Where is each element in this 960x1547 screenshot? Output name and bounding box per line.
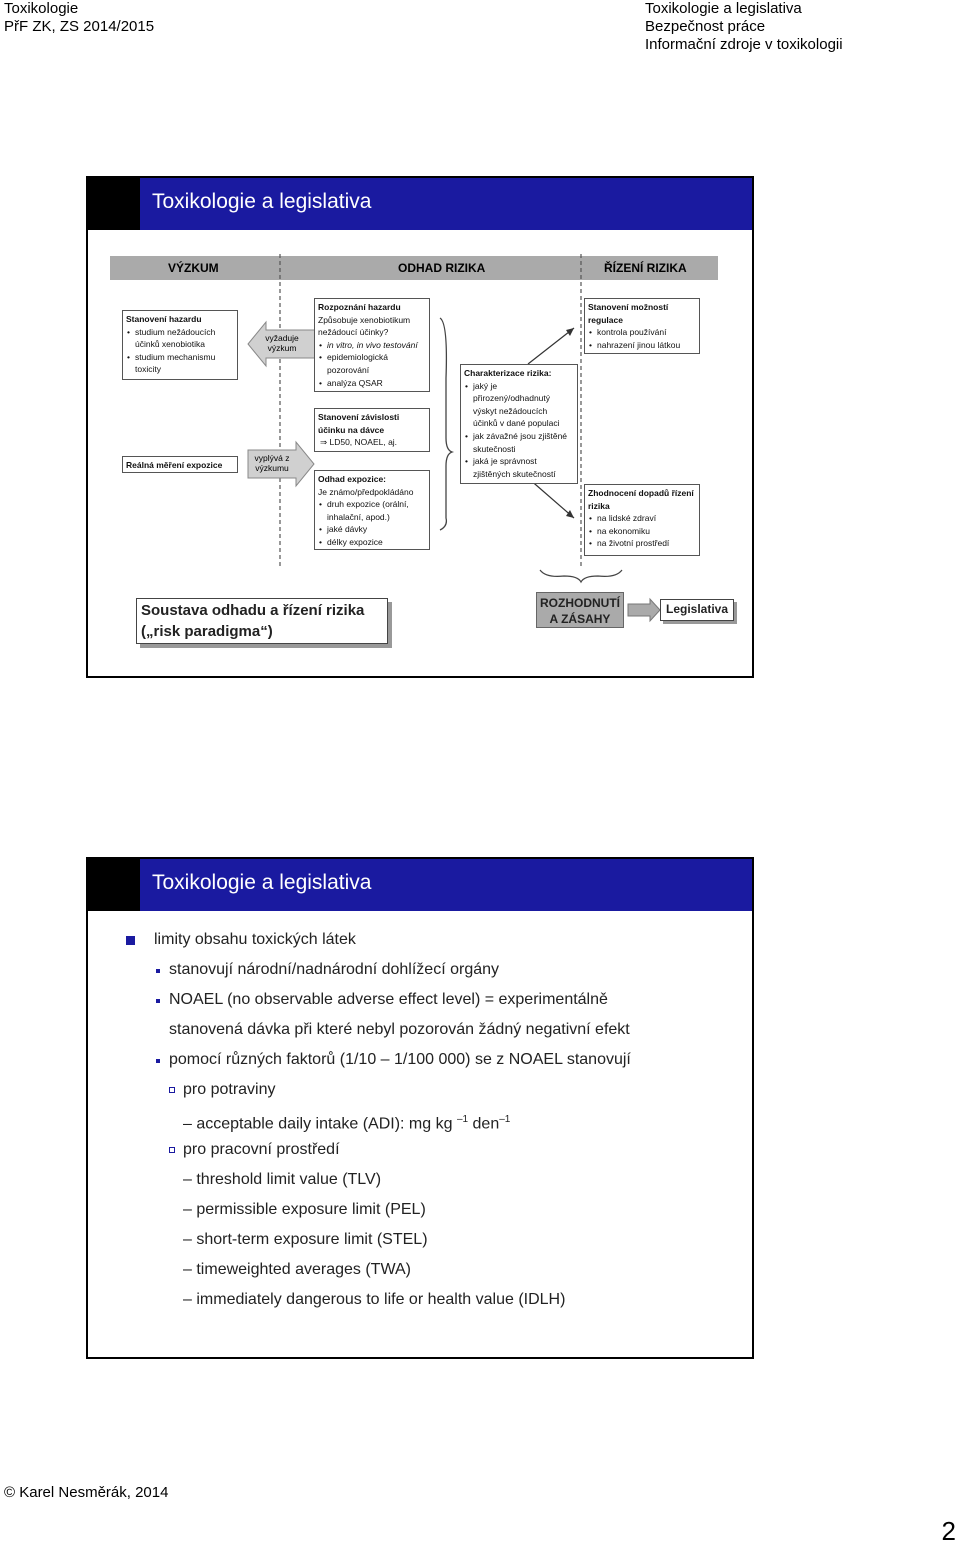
rozpoznani-item: • in vitro, in vivo testování bbox=[327, 339, 426, 352]
rozpoznani-title: Rozpoznání hazardu bbox=[318, 302, 401, 312]
bullet-l4 bbox=[183, 1110, 510, 1134]
bullet-text: NOAEL (no observable adverse effect level) = experimentálně bbox=[169, 991, 608, 1008]
square-bullet-icon bbox=[126, 936, 135, 945]
bullet-text: short-term exposure limit (STEL) bbox=[196, 1231, 428, 1248]
hazard-item: • studium nežádoucích účinků xenobiotika bbox=[135, 326, 234, 351]
slide-2 bbox=[86, 857, 754, 1359]
slide-2-title: Toxikologie a legislativa bbox=[152, 871, 372, 894]
bullet-text: threshold limit value (TLV) bbox=[196, 1171, 382, 1188]
hollow-square-bullet-icon bbox=[169, 1147, 175, 1153]
moznosti-item: • nahrazení jinou látkou bbox=[597, 339, 696, 352]
box-stanoveni-hazardu bbox=[122, 310, 238, 380]
risk-diagram bbox=[88, 178, 752, 676]
bullet-l2 bbox=[169, 1050, 631, 1070]
bullet-l2 bbox=[169, 990, 608, 1010]
bullet-text: pro pracovní prostředí bbox=[183, 1141, 340, 1158]
box-odhad-expozice bbox=[314, 470, 430, 550]
slide-1-title: Toxikologie a legislativa bbox=[152, 190, 372, 213]
dash-bullet: – bbox=[183, 1231, 192, 1248]
dopady-title: Zhodnocení dopadů řízení rizika bbox=[588, 488, 694, 511]
bullet-text: stanovují národní/nadnárodní dohlížecí orgány bbox=[169, 961, 500, 978]
header-right bbox=[645, 0, 843, 54]
topic-2: Bezpečnost práce bbox=[645, 18, 766, 35]
bullet-l2 bbox=[169, 960, 499, 980]
expozice-title: Odhad expozice: bbox=[318, 474, 387, 484]
bullet-text: limity obsahu toxických látek bbox=[154, 931, 356, 948]
zavislost-item: LD50, NOAEL, aj. bbox=[329, 437, 398, 448]
rozpoznani-item: • epidemiologická pozorování bbox=[327, 351, 426, 376]
dash-bullet: – bbox=[183, 1115, 192, 1133]
rozhodnuti-line: ROZHODNUTÍ bbox=[540, 596, 620, 610]
bullet-text: stanovená dávka při které nebyl pozorován žádný negativní efekt bbox=[169, 1021, 630, 1038]
soustava-caption bbox=[136, 598, 388, 644]
dopady-item: • na lidské zdraví bbox=[597, 512, 696, 525]
bullet-l4 bbox=[183, 1230, 428, 1250]
bullet-l3 bbox=[183, 1080, 276, 1100]
expozice-item: • druh expozice (orální, inhalační, apod.) bbox=[327, 498, 426, 523]
page-number: 2 bbox=[941, 1516, 956, 1546]
moznosti-title: Stanovení možností regulace bbox=[588, 302, 669, 325]
arrow-vyplyva: vyplývá z výzkumu bbox=[254, 453, 290, 473]
superscript: –1 bbox=[456, 1114, 469, 1125]
superscript: –1 bbox=[499, 1114, 511, 1125]
box-charakterizace bbox=[460, 364, 578, 484]
dash-bullet: – bbox=[183, 1201, 192, 1218]
charakterizace-item: • jak závažné jsou zjištěné skutečnosti bbox=[473, 430, 574, 455]
phase-odhad: ODHAD RIZIKA bbox=[398, 261, 486, 275]
rozpoznani-intro: Způsobuje xenobiotikum nežádoucí účinky? bbox=[318, 314, 411, 338]
soustava-line: („risk paradigma“) bbox=[141, 623, 273, 640]
bullet-text: immediately dangerous to life or health value (IDLH) bbox=[196, 1291, 566, 1308]
implies-icon: ⇒ bbox=[320, 437, 330, 448]
bullet-l4 bbox=[183, 1170, 381, 1190]
dash-bullet: – bbox=[183, 1291, 192, 1308]
bullet-continuation bbox=[169, 1020, 630, 1040]
bullet-text: pro potraviny bbox=[183, 1081, 276, 1098]
dopady-item: • na ekonomiku bbox=[597, 525, 696, 538]
dash-bullet: – bbox=[183, 1171, 192, 1188]
zavislost-title: Stanovení závislosti účinku na dávce bbox=[318, 412, 400, 435]
expozice-intro: Je známo/předpokládáno bbox=[318, 486, 414, 497]
bullet-text: permissible exposure limit (PEL) bbox=[196, 1201, 426, 1218]
charakterizace-item: • jaký je přirozený/odhadnutý výskyt nežádoucích účinků v dané populaci bbox=[473, 380, 574, 430]
rozhodnuti-line: A ZÁSAHY bbox=[549, 612, 611, 626]
box-zavislost bbox=[314, 408, 430, 452]
box-moznosti-regulace bbox=[584, 298, 700, 354]
dash-bullet: – bbox=[183, 1261, 192, 1278]
bullet-text: den bbox=[472, 1115, 500, 1133]
bullet-text: timeweighted averages (TWA) bbox=[196, 1261, 411, 1278]
legislativa-box: Legislativa bbox=[660, 599, 734, 621]
small-square-bullet-icon bbox=[156, 999, 160, 1003]
phase-vyzkum: VÝZKUM bbox=[168, 261, 219, 275]
charakterizace-item: • jaká je správnost zjištěných skutečností bbox=[473, 455, 574, 480]
bullet-l3 bbox=[183, 1140, 340, 1160]
phase-rizeni: ŘÍZENÍ RIZIKA bbox=[604, 261, 687, 275]
hazard-item: • studium mechanismu toxicity bbox=[135, 351, 234, 376]
bullet-text: acceptable daily intake (ADI): mg kg bbox=[196, 1115, 453, 1133]
expozice-item: • délky expozice bbox=[327, 536, 426, 549]
header-left bbox=[4, 0, 154, 36]
topic-1: Toxikologie a legislativa bbox=[645, 0, 802, 17]
arrow-vyzaduje: vyžaduje výzkum bbox=[265, 333, 299, 353]
box-zhodnoceni-dopadu bbox=[584, 484, 700, 556]
bullet-text: pomocí různých faktorů (1/10 – 1/100 000) se z NOAEL stanovují bbox=[169, 1051, 631, 1068]
expozice-item: • jaké dávky bbox=[327, 523, 426, 536]
slide-2-title-bar bbox=[88, 859, 752, 911]
footer-copyright: © Karel Nesměrák, 2014 bbox=[4, 1484, 169, 1501]
bullet-l4 bbox=[183, 1290, 565, 1310]
dopady-item: • na životní prostředí bbox=[597, 537, 696, 550]
small-square-bullet-icon bbox=[156, 969, 160, 973]
box-realna-mereni: Reálná měření expozice bbox=[122, 456, 238, 473]
slide-1 bbox=[86, 176, 754, 678]
topic-3: Informační zdroje v toxikologii bbox=[645, 36, 843, 53]
rozhodnuti-box bbox=[536, 592, 624, 628]
charakterizace-title: Charakterizace rizika: bbox=[464, 368, 552, 378]
bullet-l4 bbox=[183, 1200, 426, 1220]
soustava-line: Soustava odhadu a řízení rizika bbox=[141, 602, 365, 619]
bullet-l4 bbox=[183, 1260, 411, 1280]
rozpoznani-item: • analýza QSAR bbox=[327, 377, 426, 390]
course-title: Toxikologie bbox=[4, 0, 79, 17]
moznosti-item: • kontrola používání bbox=[597, 326, 696, 339]
hollow-square-bullet-icon bbox=[169, 1087, 175, 1093]
bullet-l1 bbox=[154, 930, 356, 950]
course-term: PřF ZK, ZS 2014/2015 bbox=[4, 18, 155, 35]
box-rozpoznani-hazardu bbox=[314, 298, 430, 392]
hazard-title: Stanovení hazardu bbox=[126, 314, 202, 324]
small-square-bullet-icon bbox=[156, 1059, 160, 1063]
